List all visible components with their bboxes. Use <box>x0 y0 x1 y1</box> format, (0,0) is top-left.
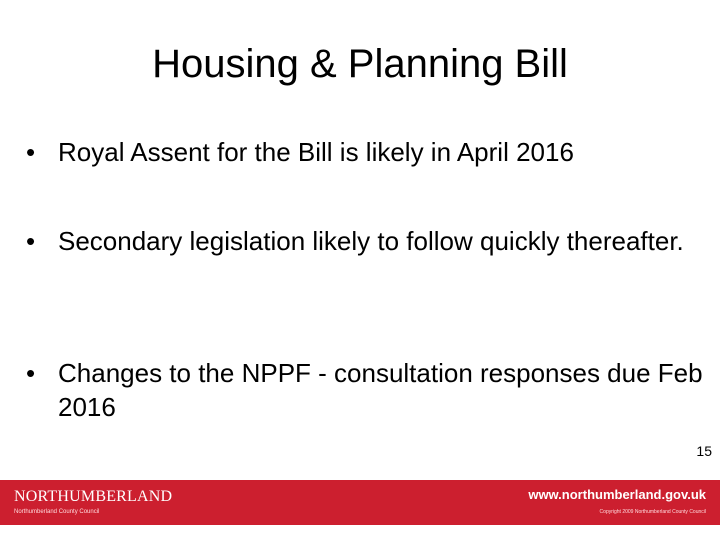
bullet-symbol: • <box>26 137 36 167</box>
northumberland-logo <box>14 488 173 520</box>
bullet-item <box>26 356 706 424</box>
bullet-item <box>26 224 706 258</box>
bullet-item <box>26 135 706 169</box>
website-link[interactable]: www.northumberland.gov.uk <box>528 487 706 502</box>
page-number: 15 <box>696 443 712 459</box>
logo-subtitle: Northumberland County Council <box>14 509 100 515</box>
logo-wordmark: NORTHUMBERLAND <box>14 488 173 505</box>
footer-bar <box>0 480 720 525</box>
bullet-symbol: • <box>26 226 36 256</box>
bullet-symbol: • <box>26 358 36 388</box>
bullet-text: Royal Assent for the Bill is likely in April 2016 <box>58 137 574 167</box>
bottom-strip <box>0 525 720 540</box>
copyright-text: Copyright 2009 Northumberland County Council <box>599 509 706 515</box>
bullet-text: Changes to the NPPF - consultation responses due Feb 2016 <box>58 358 703 422</box>
bullet-text: Secondary legislation likely to follow quickly thereafter. <box>58 226 684 256</box>
slide-title: Housing & Planning Bill <box>152 42 568 86</box>
